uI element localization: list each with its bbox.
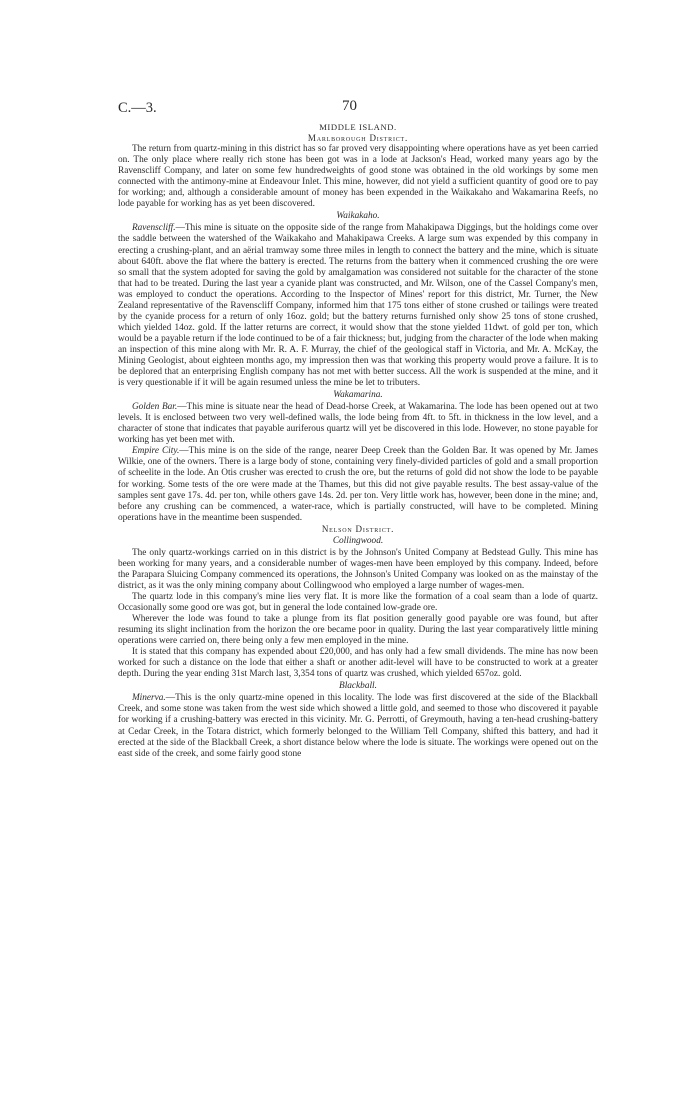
mine-paragraph xyxy=(118,402,598,446)
locality-heading: Wakamarina. xyxy=(333,390,383,401)
mine-paragraph xyxy=(118,446,598,523)
page-reference: C.—3. xyxy=(118,100,157,116)
paragraph: The only quartz-workings carried on in this district is by the Johnson's United Company at Bedstead Gully. This mine has been working for many years, and a considerable number of wages-men have been employed by this company. Indeed, before the Parapara Sluicing Company commenced its operations, the Johnson's United Company was looked on as the mainstay of the district, as it was the only mining company about Collingwood who employed a large number of wages-men. xyxy=(118,547,598,591)
locality-heading: Blackball. xyxy=(339,681,377,692)
district-heading: Nelson District. xyxy=(321,523,395,534)
paragraph: The quartz lode in this company's mine lies very flat. It is more like the formation of a coal seam than a lode of quartz. Occasionally some good ore was got, but in general the lode contained low-grade ore. xyxy=(118,591,598,614)
paragraph: It is stated that this company has expended about £20,000, and has only had a few small dividends. The mine has now been worked for such a distance on the lode that either a shaft or another adit-level will have to be constructed to work at a greater depth. During the year ending 31st March last, 3,354 tons of quartz was crushed, which yielded 657oz. gold. xyxy=(118,647,598,680)
locality-heading: Waikakaho. xyxy=(336,211,380,222)
mine-text: —This mine is situate near the head of Dead-horse Creek, at Wakamarina. The lode has been opened out at two levels. It is enclosed between two very well-defined walls, the lode being from 4ft. to 5ft. in thickness in the low level, and a character of stone that indicates that payable auriferous quartz will yet be discovered in this lode. However, no stone payable for working has yet been met with. xyxy=(118,402,598,446)
mine-paragraph xyxy=(118,223,598,389)
mine-text: —This is the only quartz-mine opened in this locality. The lode was first discovered at the side of the Blackball Creek, and some stone was taken from the west side which showed a little gold, and seemed to those who discovered it payable for working if a crushing-battery was erected in this vicinity. Mr. G. Perrotti, of Greymouth, having a ten-head crushing-battery at Cedar Creek, in the Totara district, which formerly belonged to the William Tell Company, shifted this battery, and had it erected at the side of the Blackball Creek, a short distance below where the lode is situate. The workings were opened out on the east side of the creek, and some fairly good stone xyxy=(118,693,598,759)
mine-name: Golden Bar. xyxy=(131,402,178,413)
document-body xyxy=(118,122,598,760)
section-heading: MIDDLE ISLAND. xyxy=(319,122,397,132)
paragraph: Wherever the lode was found to take a plunge from its flat position generally good payable ore was found, but after resuming its slight inclination from the horizon the ore became poor in quality. During the last year comparatively little mining operations were carried on, there being only a few men employed in the mine. xyxy=(118,614,598,647)
mine-text: —This mine is situate on the opposite side of the range from Mahakipawa Diggings, but the holdings come over the saddle between the watershed of the Waikakaho and Mahakipawa Creeks. A large sum was expended by this company in erecting a crushing-plant, and an aërial tramway some three miles in length to connect the battery and the mine, which is situate about 640ft. above the flat where the battery is erected. The returns from the battery when it commenced crushing the ore were so small that the system adopted for saving the gold by amalgamation was considered not suitable for the character of the stone that had to be treated. During the last year a cyanide plant was constructed, and Mr. Wilson, one of the Cassel Company's men, was employed to conduct the operations. According to the Inspector of Mines' report for this district, Mr. Turner, the New Zealand representative of the Ravenscliff Company, informed him that 175 tons either of stone crushed or tailings were treated by the cyanide process for a return of only 16oz. gold; but the battery returns furnished only show 25 tons of stone crushed, which yielded 14oz. gold. If the latter returns are correct, it would show that the stone yielded 11dwt. of gold per ton, which would be a payable return if the lode continued to be of a fair thickness; but, judging from the character of the lode when making an inspection of this mine along with Mr. R. A. F. Murray, the chief of the geological staff in Victoria, and Mr. A. McKay, the Mining Geologist, about eighteen months ago, my impression then was that working this property would prove a failure. It is to be deplored that an enterprising English company has not met with better success. All the work is suspended at the mine, and it is very questionable if it will be again resumed unless the mine be let to tributers. xyxy=(118,223,598,389)
paragraph: The return from quartz-mining in this district has so far proved very disappointing where operations have as yet been carried on. The only place where really rich stone has been got was in a lode at Jackson's Head, worked many years ago by the Ravenscliff Company, and later on some few hundredweights of good stone was obtained in the old workings by some men connected with the antimony-mine at Endeavour Inlet. This mine, however, did not yield a sufficient quantity of good ore to pay for working; and, although a considerable amount of money has been expended in the Waikakaho and Wakamarina Reefs, no lode payable for working has as yet been discovered. xyxy=(118,144,598,210)
mine-paragraph xyxy=(118,693,598,759)
district-heading: Marlborough District. xyxy=(307,133,409,144)
mine-name: Minerva. xyxy=(131,693,166,704)
page-number: 70 xyxy=(342,98,357,114)
mine-text: —This mine is on the side of the range, nearer Deep Creek than the Golden Bar. It was opened by Mr. James Wilkie, one of the owners. There is a large body of stone, containing very finely-divided particles of gold and a small proportion of scheelite in the lode. An Otis crusher was erected to crush the ore, but the returns of gold did not show the lode to be payable for working. Some tests of the ore were made at the Thames, but this did not give payable results. The best assay-value of the samples sent gave 17s. 4d. per ton, while others gave 14s. 2d. per ton. Very little work has, however, been done in the mine; and, before any crushing can be commenced, a water-race, which is partially constructed, will have to be completed. Mining operations have in the meantime been suspended. xyxy=(118,446,598,523)
locality-heading: Collingwood. xyxy=(332,535,384,546)
mine-name: Empire City. xyxy=(131,446,180,457)
mine-name: Ravenscliff. xyxy=(131,223,176,234)
